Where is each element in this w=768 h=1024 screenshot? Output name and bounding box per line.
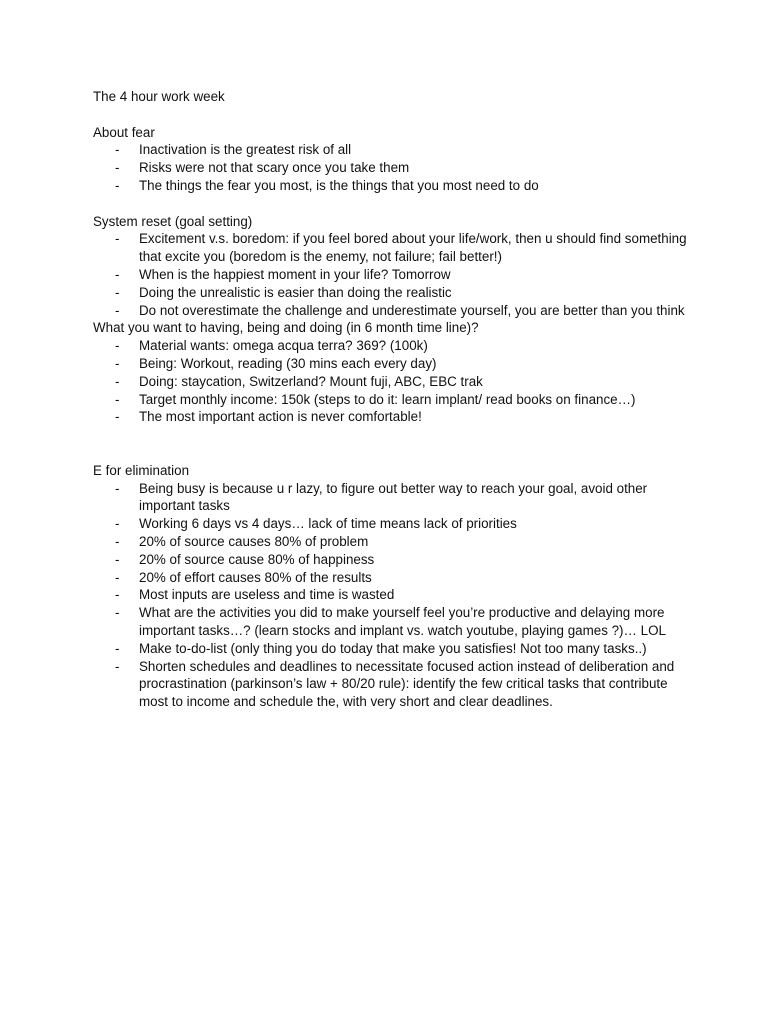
bullet-list-about-fear xyxy=(93,141,693,194)
bullet-dash: - xyxy=(115,391,120,407)
list-item: - 20% of source cause 80% of happiness xyxy=(115,551,375,567)
bullet-dash: - xyxy=(115,302,120,318)
bullet-dash: - xyxy=(115,516,120,532)
bullet-dash: - xyxy=(115,142,120,158)
bullet-list-having-being-doing xyxy=(93,337,693,426)
bullet-dash: - xyxy=(115,569,120,585)
list-item: - 20% of effort causes 80% of the results xyxy=(115,569,372,585)
bullet-dash: - xyxy=(115,231,120,247)
list-item: - Most inputs are useless and time is wasted xyxy=(115,587,395,603)
bullet-dash: - xyxy=(115,480,120,496)
list-item: - Shorten schedules and deadlines to necessitate focused action instead of deliberation and procrastination (parkinson’s law + 80/20 rule): identify the few critical tasks that contribute most to income and schedule the, with very short and clear deadlines. xyxy=(115,658,675,710)
bullet-dash: - xyxy=(115,160,120,176)
section-heading-about-fear: About fear xyxy=(93,124,155,140)
list-item: - Inactivation is the greatest risk of all xyxy=(115,142,352,158)
bullet-dash: - xyxy=(115,373,120,389)
list-item: - 20% of source causes 80% of problem xyxy=(115,533,369,549)
list-item: - What are the activities you did to make yourself feel you’re productive and delaying more important tasks…? (learn stocks and implant vs. watch youtube, playing games ?)… LOL xyxy=(115,605,666,638)
section-heading-elimination: E for elimination xyxy=(93,462,190,478)
document-title: The 4 hour work week xyxy=(93,89,225,104)
bullet-list-system-reset xyxy=(93,230,693,319)
list-item: - The most important action is never comfortable! xyxy=(115,409,422,425)
section-heading-system-reset: System reset (goal setting) xyxy=(93,213,253,229)
list-item: - Being: Workout, reading (30 mins each every day) xyxy=(115,355,437,371)
bullet-list-elimination xyxy=(93,480,693,711)
list-item: - Material wants: omega acqua terra? 369? (100k) xyxy=(115,338,428,354)
bullet-dash: - xyxy=(115,605,120,621)
bullet-dash: - xyxy=(115,587,120,603)
list-item: - Doing the unrealistic is easier than doing the realistic xyxy=(115,284,452,300)
list-item: - When is the happiest moment in your life? Tomorrow xyxy=(115,266,451,282)
list-item: - Do not overestimate the challenge and underestimate yourself, you are better than you think xyxy=(115,302,685,318)
list-item: - Make to-do-list (only thing you do today that make you satisfies! Not too many tasks..) xyxy=(115,640,647,656)
bullet-dash: - xyxy=(115,640,120,656)
list-item: - Excitement v.s. boredom: if you feel bored about your life/work, then u should find something that excite you (boredom is the enemy, not failure; fail better!) xyxy=(115,231,687,265)
list-item: - Doing: staycation, Switzerland? Mount fuji, ABC, EBC trak xyxy=(115,373,483,389)
document-body xyxy=(93,88,693,711)
list-item: - Being busy is because u r lazy, to figure out better way to reach your goal, avoid other important tasks xyxy=(115,480,648,514)
bullet-dash: - xyxy=(115,355,120,371)
bullet-dash: - xyxy=(115,266,120,282)
list-item: - Target monthly income: 150k (steps to do it: learn implant/ read books on finance…) xyxy=(115,391,636,407)
list-item: - Working 6 days vs 4 days… lack of time means lack of priorities xyxy=(115,516,517,532)
bullet-dash: - xyxy=(115,533,120,549)
bullet-dash: - xyxy=(115,284,120,300)
bullet-dash: - xyxy=(115,338,120,354)
list-item: - Risks were not that scary once you take them xyxy=(115,160,410,176)
bullet-dash: - xyxy=(115,409,120,425)
bullet-dash: - xyxy=(115,177,120,193)
list-item: - The things the fear you most, is the things that you most need to do xyxy=(115,177,539,193)
bullet-dash: - xyxy=(115,658,120,674)
section-heading-having-being-doing: What you want to having, being and doing (in 6 month time line)? xyxy=(93,320,479,336)
bullet-dash: - xyxy=(115,551,120,567)
